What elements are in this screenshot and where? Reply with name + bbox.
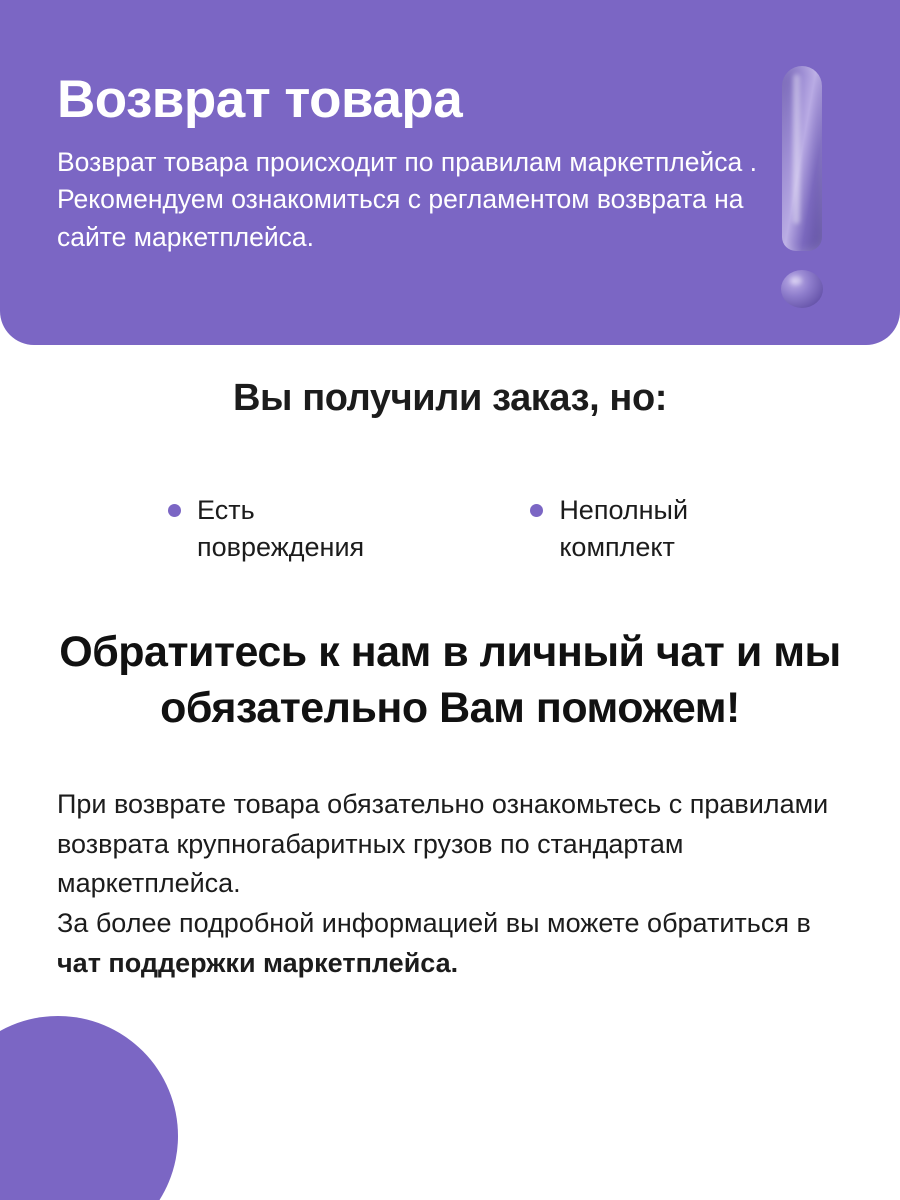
page-title: Возврат товара bbox=[57, 70, 463, 129]
body-paragraph-2-prefix: За более подробной информацией вы можете обратиться в bbox=[57, 908, 811, 939]
bullet-list bbox=[168, 492, 788, 565]
exclamation-dot bbox=[781, 270, 823, 308]
list-item-label: Неполный комплект bbox=[559, 495, 689, 562]
support-chat-emphasis: чат поддержки маркетплейса. bbox=[57, 947, 459, 978]
list-item bbox=[530, 492, 788, 565]
call-to-action-text: Обратитесь к нам в личный чат и мы обязательно Вам поможем! bbox=[59, 628, 841, 732]
body-paragraph-2 bbox=[57, 904, 847, 983]
header-banner bbox=[0, 0, 900, 345]
exclamation-bar bbox=[782, 66, 822, 251]
list-item bbox=[168, 492, 418, 565]
bullet-dot-icon bbox=[530, 504, 543, 517]
exclamation-mark-icon bbox=[779, 66, 825, 316]
banner-subtitle: Возврат товара происходит по правилам маркетплейса . Рекомендуем ознакомиться с регламентом возврата на сайте маркетплейса. bbox=[57, 146, 758, 252]
body-text-block bbox=[57, 785, 847, 983]
body-paragraph-1: При возврате товара обязательно ознакомьтесь с правилами возврата крупногабаритных грузов по стандартам маркетплейса. bbox=[57, 789, 829, 899]
section-heading: Вы получили заказ, но: bbox=[232, 377, 668, 419]
decorative-circle bbox=[0, 1016, 178, 1200]
bullet-dot-icon bbox=[168, 504, 181, 517]
list-item-label: Есть повреждения bbox=[197, 495, 365, 562]
